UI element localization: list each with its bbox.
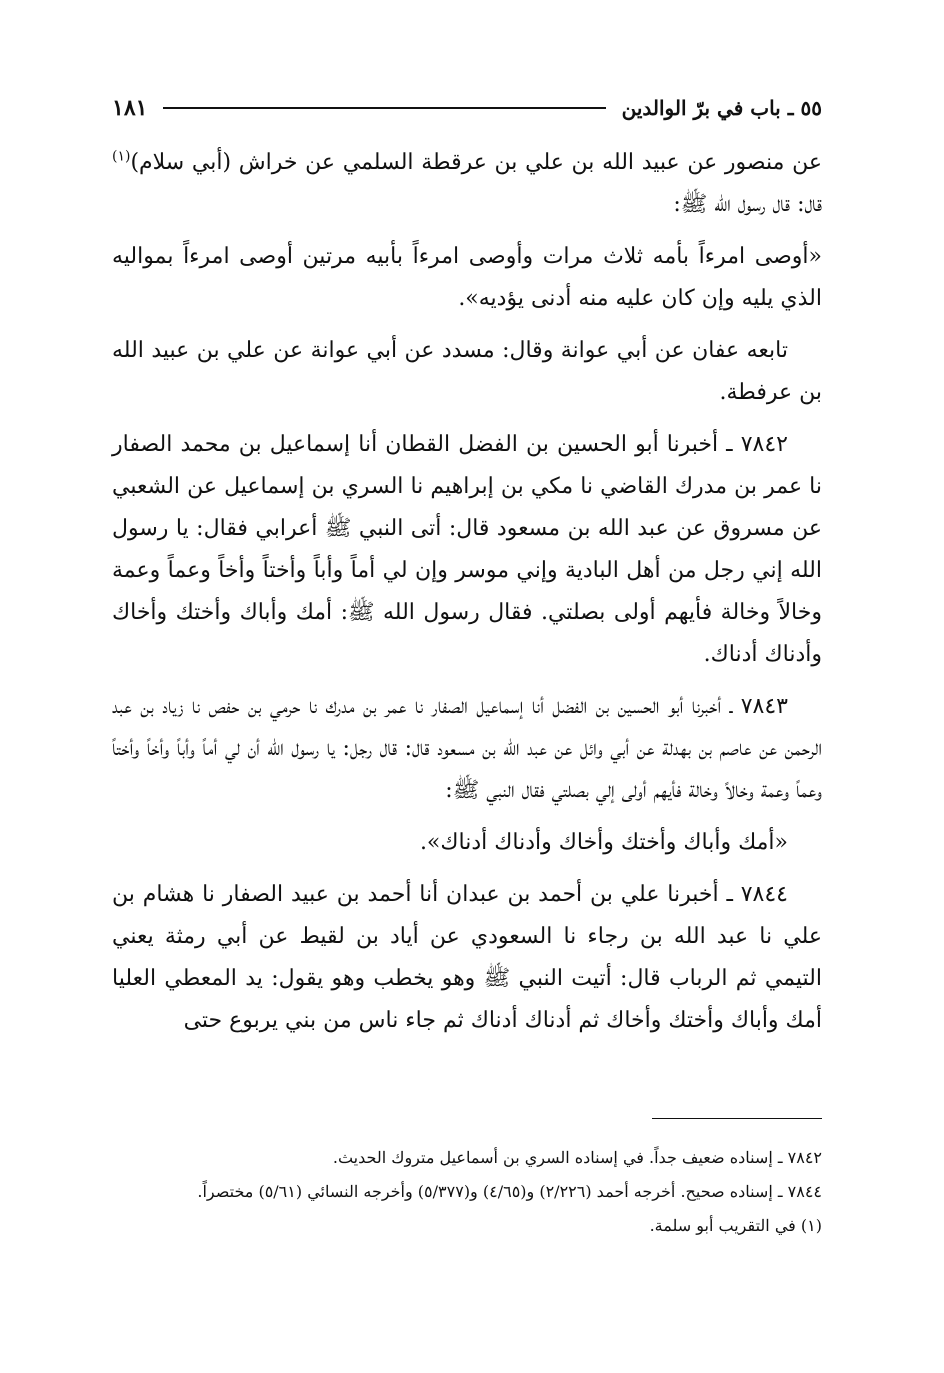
footnote-ref: (١): [112, 148, 131, 165]
hadith-quote: «أوصى امرءاً بأمه ثلاث مرات وأوصى امرءاً بأبيه مرتين أوصى امرءاً بمواليه الذي يليه وإن كان عليه منه أدنى يؤديه».: [112, 244, 822, 311]
paragraph-text: قال: قال رسول الله ﷺ:: [673, 192, 822, 217]
hadith-7842: ٧٨٤٢ ـ أخبرنا أبو الحسين بن الفضل القطان أنا إسماعيل بن محمد الصفار نا عمر بن مدرك القاضي نا مكي بن إبراهيم نا السري بن إسماعيل عن الشعبي عن مسروق عن عبد الله بن مسعود قال: أتى النبي ﷺ أعرابي فقال: يا رسول الله إني رجل من أهل البادية وإني موسر وإن لي أماً وأباً وأختاً وأخاً وعماً وعمة وخالاً وخالة فأيهم أولى بصلتي. فقال رسول الله ﷺ: أمك وأباك وأختك وأخاك وأدناك أدناك.: [112, 432, 822, 667]
paragraph-commentary: تابعه عفان عن أبي عوانة وقال: مسدد عن أبي عوانة عن علي بن عبيد الله بن عرفطة.: [112, 338, 822, 405]
page: [112, 88, 822, 1052]
paragraph-text: عن منصور عن عبيد الله بن علي بن عرقطة السلمي عن خراش (أبي سلام): [130, 150, 822, 175]
running-header: [112, 88, 822, 128]
header-rule: [163, 107, 605, 109]
footnote-item: ٧٨٤٢ ـ إسناده ضعيف جداً. في إسناده السري بن أسماعيل متروك الحديث.: [332, 1148, 822, 1167]
paragraph-intro: [112, 142, 822, 226]
page-number: ١٨١: [112, 95, 148, 121]
chapter-title: ٥٥ ـ باب في برّ الوالدين: [621, 96, 822, 120]
main-text: [112, 142, 822, 1042]
hadith-7843: ٧٨٤٣ ـ أخبرنا أبو الحسين بن الفضل أنا إسماعيل الصفار نا عمر بن مدرك نا حرمي بن حفص نا زياد بن عبد الرحمن عن عاصم بن بهدلة عن أبي وائل عن عبد الله بن مسعود قال: قال رجل: يا رسول الله أن لي أماً وأباً وأخاً وأختاً وعماً وعمة وخالاً وخالة فأيهم أولى إلي بصلتي فقال النبي ﷺ:: [112, 694, 822, 803]
footnote-rule: [652, 1118, 822, 1119]
footnotes: [112, 1118, 822, 1243]
footnote-item: (١) في التقريب أبو سلمة.: [649, 1216, 822, 1235]
hadith-7844: ٧٨٤٤ ـ أخبرنا علي بن أحمد بن عبدان أنا أحمد بن عبيد الصفار نا هشام بن علي نا عبد الله بن رجاء نا السعودي عن أياد بن لقيط عن أبي رمثة يعني التيمي ثم الرباب قال: أتيت النبي ﷺ وهو يخطب وهو يقول: يد المعطي العليا أمك وأباك وأختك وأخاك ثم أدناك أدناك ثم جاء ناس من بني يربوع حتى: [112, 882, 822, 1033]
hadith-quote: «أمك وأباك وأختك وأخاك وأدناك أدناك».: [419, 830, 788, 855]
footnote-item: ٧٨٤٤ ـ إسناده صحيح. أخرجه أحمد (٢/٢٢٦) و(٤/٦٥) و(٥/٣٧٧) وأخرجه النسائي (٥/٦١) مختصراً.: [197, 1182, 822, 1201]
